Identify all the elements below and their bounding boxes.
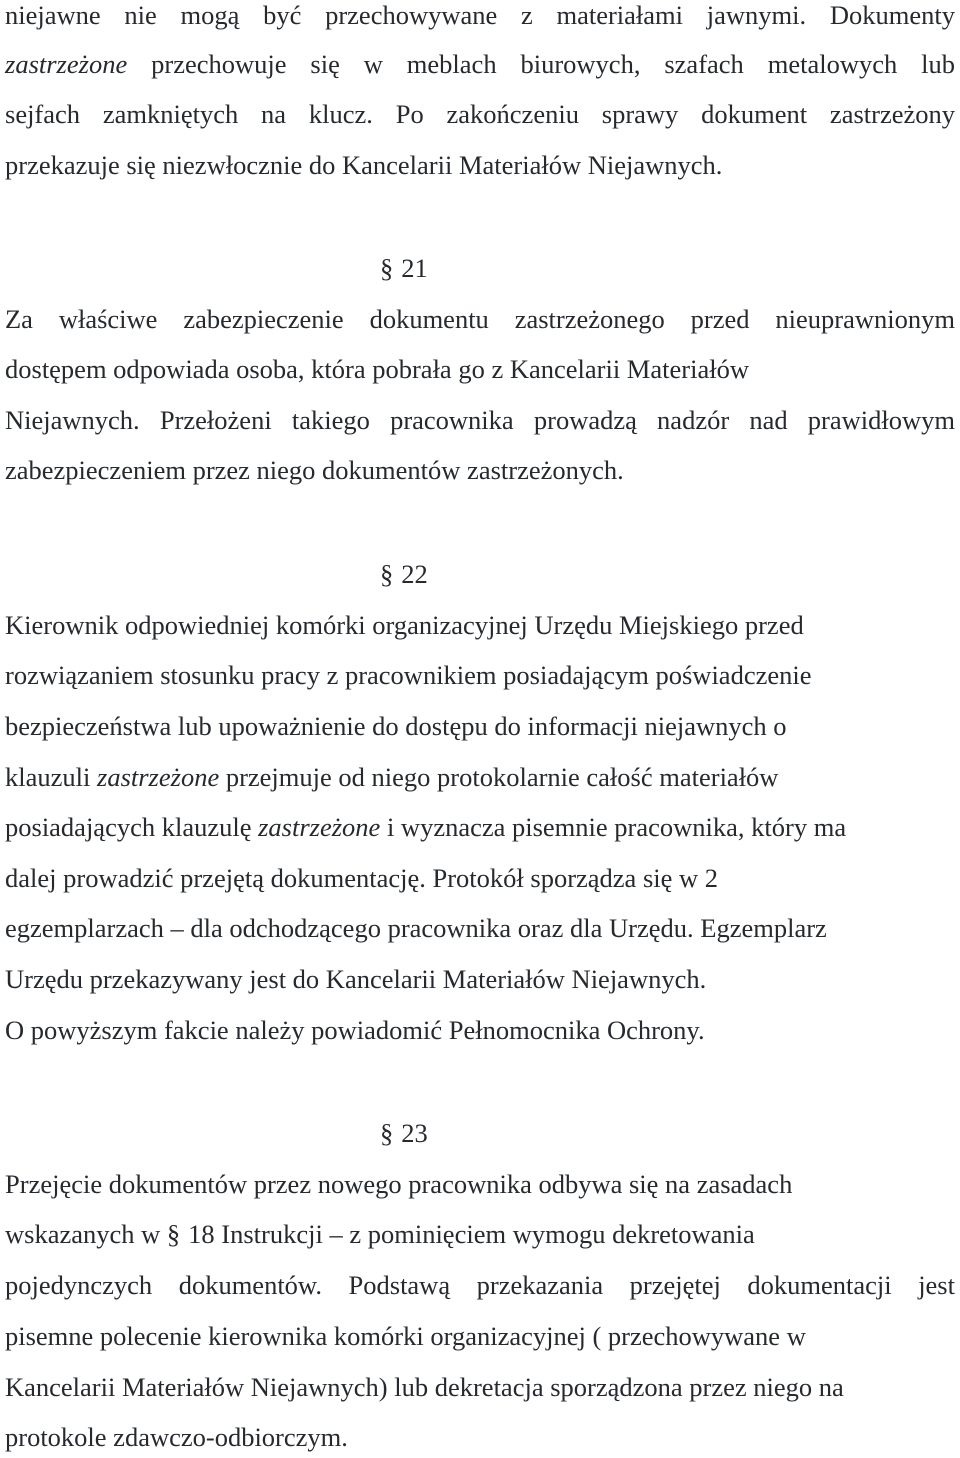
text-line [5,812,846,842]
text-line [5,762,778,792]
text-run: pojedynczych dokumentów. Podstawą przekazania przejętej dokumentacji jest [5,1270,955,1300]
text-run: 18 Instrukcji – z pominięciem wymogu dekretowania [188,1219,755,1249]
section-sign: § [166,1219,181,1249]
text-run: O powyższym fakcie należy powiadomić Pełnomocnika Ochrony. [5,1015,705,1045]
section-number: 21 [401,253,428,283]
section-heading-23 [380,1118,428,1148]
text-run: sejfach zamkniętych na klucz. Po zakończeniu sprawy dokument zastrzeżony [5,99,955,129]
text-run: wskazanych w [5,1219,167,1249]
text-run: posiadających klauzulę [5,812,259,842]
text-line [5,0,955,30]
text-line [5,1015,705,1045]
text-line [5,913,827,943]
section-number: 22 [401,559,428,589]
text-run: przekazuje się niezwłocznie do Kancelarii Materiałów Niejawnych. [5,150,723,180]
text-run: dalej prowadzić przejętą dokumentację. Protokół sporządza się w 2 [5,863,719,893]
text-run: egzemplarzach – dla odchodzącego pracownika oraz dla Urzędu. Egzemplarz [5,913,827,943]
italic-term: zastrzeżone [258,812,381,842]
section-heading-21 [380,253,428,283]
section-heading-22 [380,559,428,589]
text-run: Kancelarii Materiałów Niejawnych) lub dekretacja sporządzona przez niego na [5,1372,844,1402]
text-run: dostępem odpowiada osoba, która pobrała go z Kancelarii Materiałów [5,354,749,384]
text-run: zabezpieczeniem przez niego dokumentów zastrzeżonych. [5,455,624,485]
text-run: Za właściwe zabezpieczenie dokumentu zastrzeżonego przed nieuprawnionym [5,304,955,334]
text-line [5,1321,806,1351]
text-run: pisemne polecenie kierownika komórki organizacyjnej ( przechowywane w [5,1321,806,1351]
text-run: niejawne nie mogą być przechowywane z materiałami jawnymi. Dokumenty [5,0,955,30]
text-line [5,150,722,180]
text-run: przejmuje od niego protokolarnie całość materiałów [219,762,779,792]
italic-term: zastrzeżone [5,49,128,79]
section-number: 23 [401,1118,428,1148]
text-line [5,354,749,384]
text-run: i wyznacza pisemnie pracownika, który ma [380,812,847,842]
text-run: klauzuli [5,762,97,792]
text-run: Kierownik odpowiedniej komórki organizacyjnej Urzędu Miejskiego przed [5,610,804,640]
italic-term: zastrzeżone [97,762,220,792]
section-sign: § [380,1118,394,1148]
text-run: Urzędu przekazywany jest do Kancelarii Materiałów Niejawnych. [5,964,707,994]
section-sign: § [380,559,394,589]
text-line [5,863,718,893]
text-run: protokole zdawczo-odbiorczym. [5,1422,348,1452]
section-sign: § [380,253,394,283]
text-line [5,610,804,640]
text-line [5,99,955,129]
text-run: bezpieczeństwa lub upoważnienie do dostępu do informacji niejawnych o [5,711,787,741]
text-line [5,405,955,435]
text-run: Niejawnych. Przełożeni takiego pracownika prowadzą nadzór nad prawidłowym [5,405,955,435]
text-line [5,1169,792,1199]
text-line [5,304,955,334]
text-run: rozwiązaniem stosunku pracy z pracownikiem posiadającym poświadczenie [5,660,812,690]
text-line [5,49,955,79]
text-line [5,1219,755,1249]
text-line [5,711,787,741]
text-line [5,1422,348,1452]
text-run: przechowuje się w meblach biurowych, szafach metalowych lub [127,49,955,79]
text-line [5,455,624,485]
text-line [5,1372,844,1402]
text-line [5,1270,955,1300]
text-line [5,660,811,690]
text-run: Przejęcie dokumentów przez nowego pracownika odbywa się na zasadach [5,1169,793,1199]
text-line [5,964,706,994]
